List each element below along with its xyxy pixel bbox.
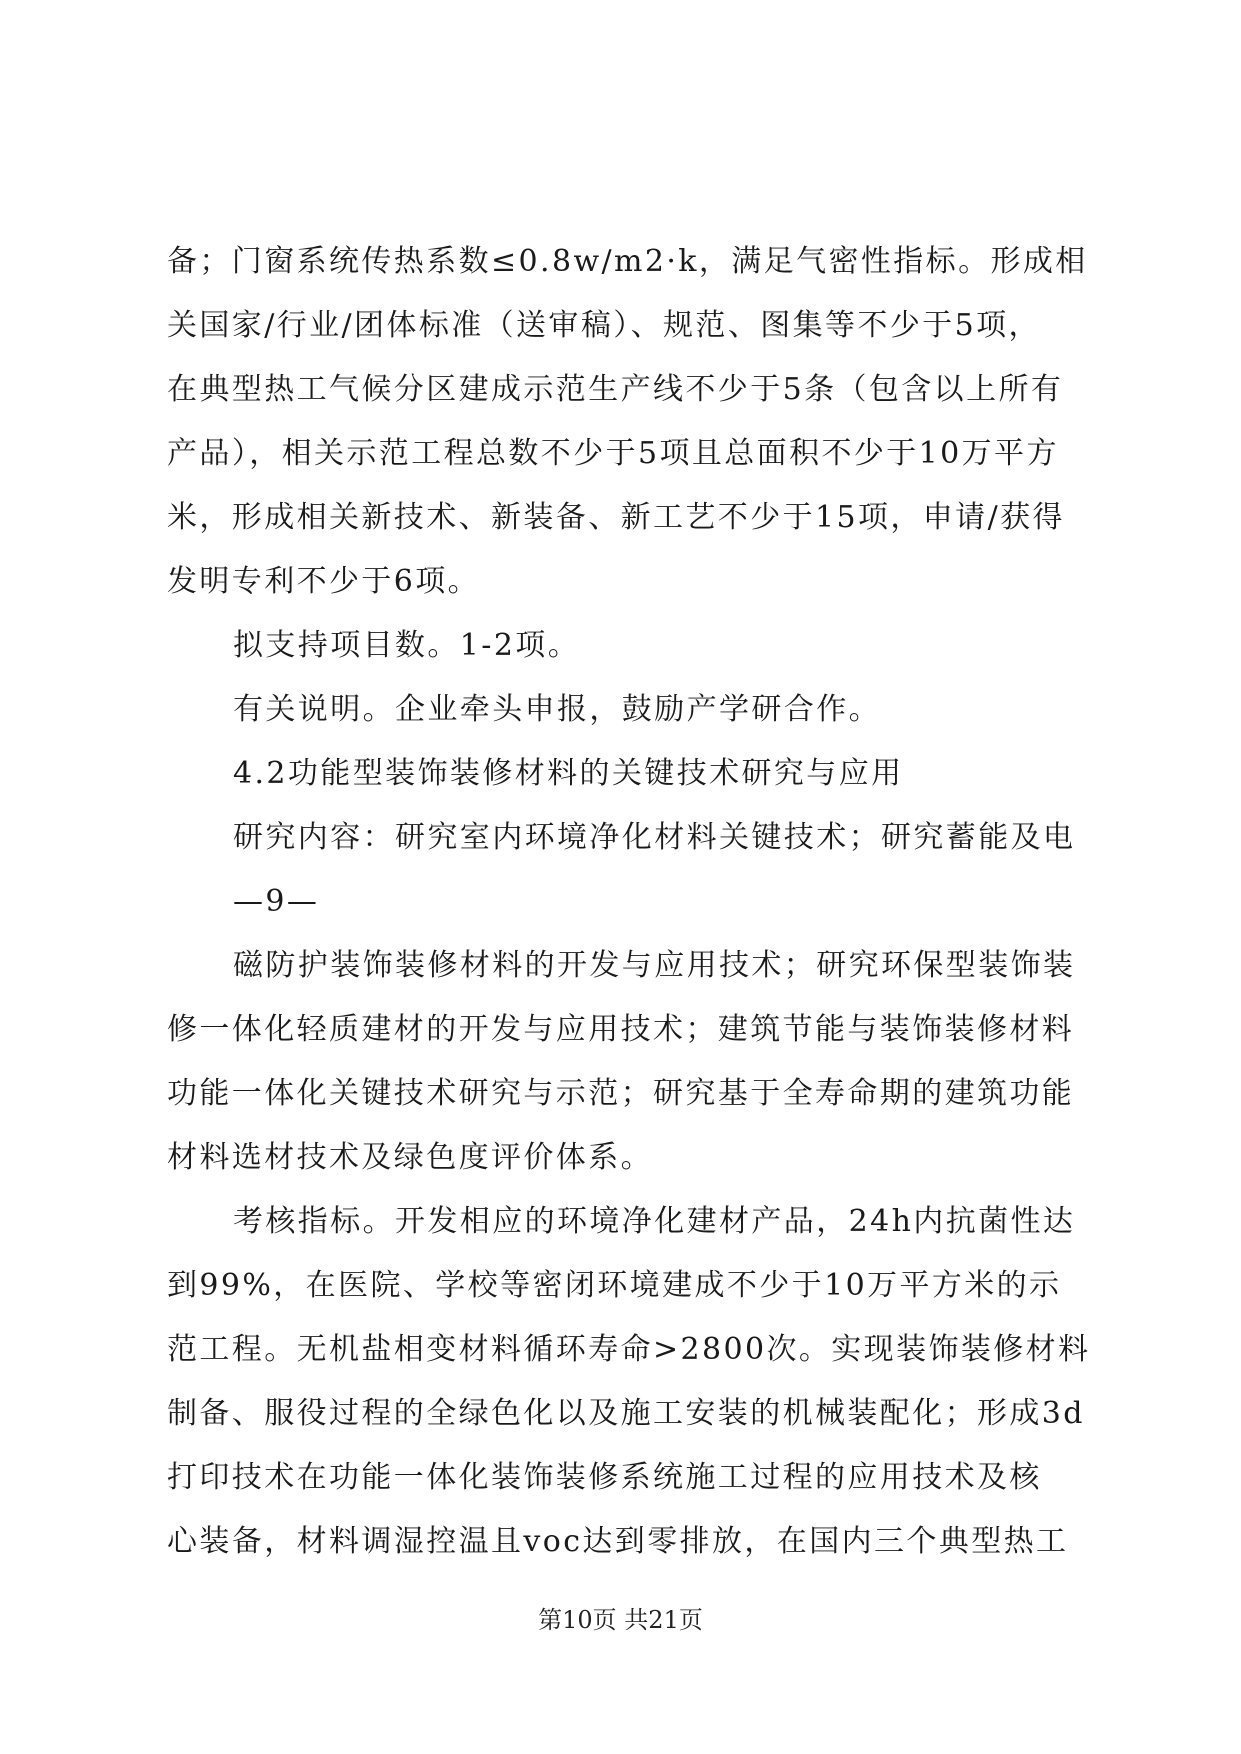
text-line: 备；门窗系统传热系数≤0.8w/m2·k，满足气密性指标。形成相 bbox=[167, 244, 1088, 279]
text-line: 研究内容：研究室内环境净化材料关键技术；研究蓄能及电 bbox=[233, 820, 1076, 855]
text-line: 打印技术在功能一体化装饰装修系统施工过程的应用技术及核 bbox=[167, 1460, 1042, 1495]
text-line: 到99%，在医院、学校等密闭环境建成不少于10万平方米的示 bbox=[167, 1268, 1062, 1303]
text-line: 磁防护装饰装修材料的开发与应用技术；研究环保型装饰装 bbox=[233, 948, 1076, 983]
text-line: 修一体化轻质建材的开发与应用技术；建筑节能与装饰装修材料 bbox=[167, 1012, 1075, 1047]
text-line: 功能一体化关键技术研究与示范；研究基于全寿命期的建筑功能 bbox=[167, 1076, 1075, 1111]
text-line: 拟支持项目数。1-2项。 bbox=[233, 628, 581, 663]
text-line: 产品），相关示范工程总数不少于5项且总面积不少于10万平方 bbox=[167, 436, 1059, 471]
text-line: 材料选材技术及绿色度评价体系。 bbox=[167, 1140, 653, 1175]
body-text bbox=[167, 230, 1091, 1574]
text-line: 米，形成相关新技术、新装备、新工艺不少于15项，申请/获得 bbox=[167, 500, 1065, 535]
text-line: 考核指标。开发相应的环境净化建材产品，24h内抗菌性达 bbox=[233, 1204, 1076, 1239]
text-line: 发明专利不少于6项。 bbox=[167, 564, 481, 599]
inline-page-marker: —9— bbox=[233, 884, 320, 919]
text-line: 范工程。无机盐相变材料循环寿命>2800次。实现装饰装修材料 bbox=[167, 1332, 1091, 1367]
text-line: 制备、服役过程的全绿色化以及施工安装的机械装配化；形成3d bbox=[167, 1396, 1085, 1431]
section-heading: 4.2功能型装饰装修材料的关键技术研究与应用 bbox=[233, 756, 904, 791]
text-line: 有关说明。企业牵头申报，鼓励产学研合作。 bbox=[233, 692, 881, 727]
text-line: 心装备，材料调湿控温且voc达到零排放，在国内三个典型热工 bbox=[167, 1524, 1069, 1559]
text-line: 在典型热工气候分区建成示范生产线不少于5条（包含以上所有 bbox=[167, 372, 1064, 407]
text-line: 关国家/行业/团体标准（送审稿）、规范、图集等不少于5项， bbox=[167, 308, 1041, 343]
page-number-footer: 第10页 共21页 bbox=[538, 1606, 703, 1634]
